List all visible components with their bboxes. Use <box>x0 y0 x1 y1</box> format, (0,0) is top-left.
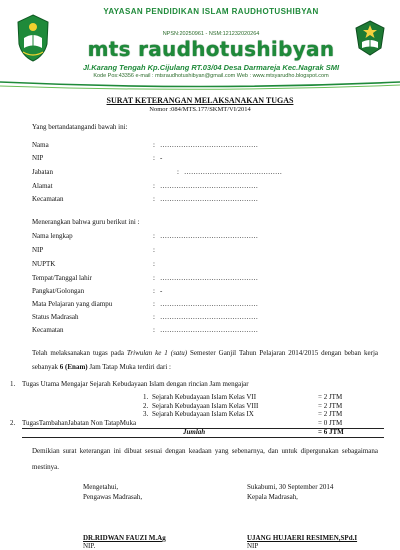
field-separator: : <box>153 326 155 334</box>
field-value: - <box>160 287 163 295</box>
field-value: …………………………………… <box>184 168 282 176</box>
teacher-subject-row <box>0 300 400 309</box>
field-separator: : <box>153 232 155 240</box>
signer-address-row <box>0 182 400 191</box>
field-separator: : <box>153 141 155 149</box>
duty-item-main <box>0 380 400 389</box>
left-signatory-nip: NIP. <box>83 542 96 550</box>
school-identifiers: NPSN:20250961 - NSM:121232020264 <box>162 31 260 37</box>
signer-nip-row <box>0 154 400 163</box>
field-label: Tempat/Tanggal lahir <box>32 274 92 282</box>
statement-text: Telah melaksanakan tugas pada <box>32 349 127 357</box>
field-separator: : <box>153 182 155 190</box>
teacher-status-row <box>0 313 400 322</box>
subitem-text: Sejarah Kebudayaan Islam Kelas VIII <box>152 402 259 410</box>
left-sign-role: Pengawas Madrasah, <box>83 493 143 501</box>
duty-subitem <box>0 410 400 419</box>
field-label: NUPTK <box>32 260 56 268</box>
ministry-emblem-icon <box>355 20 385 56</box>
document-number: Nomor :084/MTS.177/SKMT/VI/2014 <box>149 106 251 113</box>
field-label: Kecamatan <box>32 326 64 334</box>
field-label: Jabatan <box>32 168 53 176</box>
subitem-hours: = 2 JTM <box>318 410 343 418</box>
teacher-birth-row <box>0 274 400 283</box>
duty-hours: = 0 JTM <box>318 419 343 427</box>
statement-text: Jam Tatap Muka terdiri dari : <box>87 363 171 371</box>
field-label: Mata Pelajaran yang diampu <box>32 300 113 308</box>
field-label: Nama <box>32 141 49 149</box>
table-rule <box>22 437 384 438</box>
field-value: …………………………………… <box>160 274 258 282</box>
teacher-name-row <box>0 232 400 241</box>
right-signatory-nip: NIP <box>247 542 259 550</box>
duty-number: 2. <box>10 419 16 427</box>
statement-hours: 6 (Enam) <box>59 363 88 371</box>
field-separator: : <box>153 274 155 282</box>
subitem-number: 1. <box>143 393 149 401</box>
total-label: Jumlah <box>183 428 206 436</box>
field-label: NIP <box>32 246 44 254</box>
signer-district-row <box>0 195 400 204</box>
statement-text: Semester Ganjil Tahun Pelajaran 2014/2015 dengan beban kerja sebanyak <box>32 349 378 371</box>
signer-intro: Yang bertandatangandi bawah ini: <box>32 123 128 131</box>
left-sign-line1: Mengetahui, <box>83 483 119 491</box>
subitem-text: Sejarah Kebudayaan Islam Kelas VII <box>152 393 257 401</box>
field-separator: : <box>177 168 179 176</box>
document-title: SURAT KETERANGAN MELAKSANAKAN TUGAS <box>106 96 294 105</box>
right-sign-role: Kepala Madrasah, <box>247 493 298 501</box>
teacher-nip-row <box>0 246 400 255</box>
teacher-nuptk-row <box>0 260 400 269</box>
school-address: Jl.Karang Tengah Kp.Cijulang RT.03/04 Desa Darmareja Kec.Nagrak SMI <box>82 63 340 72</box>
field-separator: : <box>153 195 155 203</box>
field-label: Kecamatan <box>32 195 64 203</box>
total-hours: = 6 JTM <box>318 428 344 436</box>
letterhead-divider <box>0 80 400 92</box>
field-separator: : <box>153 300 155 308</box>
teacher-district-row <box>0 326 400 335</box>
duty-text: Tugas Utama Mengajar Sejarah Kebudayaan Islam dengan rincian Jam mengajar <box>22 380 249 388</box>
school-contact: Kode Pos:43356 e-mail : mtsraudhotushibyan@gmail.com Web : www.mtsyarudho.blogspot.com <box>93 73 329 79</box>
place-date: Sukabumi, 30 September 2014 <box>247 483 334 491</box>
field-separator: : <box>153 154 155 162</box>
teacher-intro: Menerangkan bahwa guru berikut ini : <box>32 218 140 226</box>
statement-paragraph <box>32 346 378 374</box>
field-value: …………………………………… <box>160 326 258 334</box>
duty-number: 1. <box>10 380 16 388</box>
field-label: NIP <box>32 154 44 162</box>
signer-position-row <box>0 168 400 177</box>
field-separator: : <box>153 287 155 295</box>
field-value: …………………………………… <box>160 195 258 203</box>
field-separator: : <box>153 246 155 254</box>
field-label: Status Madrasah <box>32 313 79 321</box>
school-name: mts raudhotushibyan <box>87 37 335 61</box>
field-separator: : <box>153 260 155 268</box>
duty-total <box>0 428 400 437</box>
duty-subitem <box>0 393 400 402</box>
subitem-number: 3. <box>143 410 149 418</box>
field-label: Nama lengkap <box>32 232 73 240</box>
right-signatory-name: UJANG HUJAERI RESIMEN,SPd.I <box>247 534 358 542</box>
teacher-rank-row <box>0 287 400 296</box>
duty-item-additional <box>0 419 400 428</box>
field-value: …………………………………… <box>160 313 258 321</box>
closing-paragraph: Demikian surat keterangan ini dibuat sesuai dengan keadaan yang sebenarnya, dan untuk dipergunakan sebagaimana mestinya. <box>32 447 378 471</box>
field-separator: : <box>153 313 155 321</box>
duty-text: TugasTambahanJabatan Non TatapMuka <box>22 419 137 427</box>
statement-period: Triwulan ke 1 (satu) <box>126 349 188 357</box>
field-value: - <box>160 154 163 162</box>
foundation-name: YAYASAN PENDIDIKAN ISLAM RAUDHOTUSHIBYAN <box>103 7 319 16</box>
field-value: …………………………………… <box>160 141 258 149</box>
subitem-number: 2. <box>143 402 149 410</box>
subitem-text: Sejarah Kebudayaan Islam Kelas IX <box>152 410 254 418</box>
subitem-hours: = 2 JTM <box>318 393 343 401</box>
field-value: …………………………………… <box>160 182 258 190</box>
subitem-hours: = 2 JTM <box>318 402 343 410</box>
left-signatory-name: DR.RIDWAN FAUZI M.Ag <box>83 534 166 542</box>
field-label: Pangkat/Golongan <box>32 287 85 295</box>
field-label: Alamat <box>32 182 53 190</box>
signer-name-row <box>0 141 400 150</box>
field-value: …………………………………… <box>160 232 258 240</box>
field-value: …………………………………… <box>160 300 258 308</box>
